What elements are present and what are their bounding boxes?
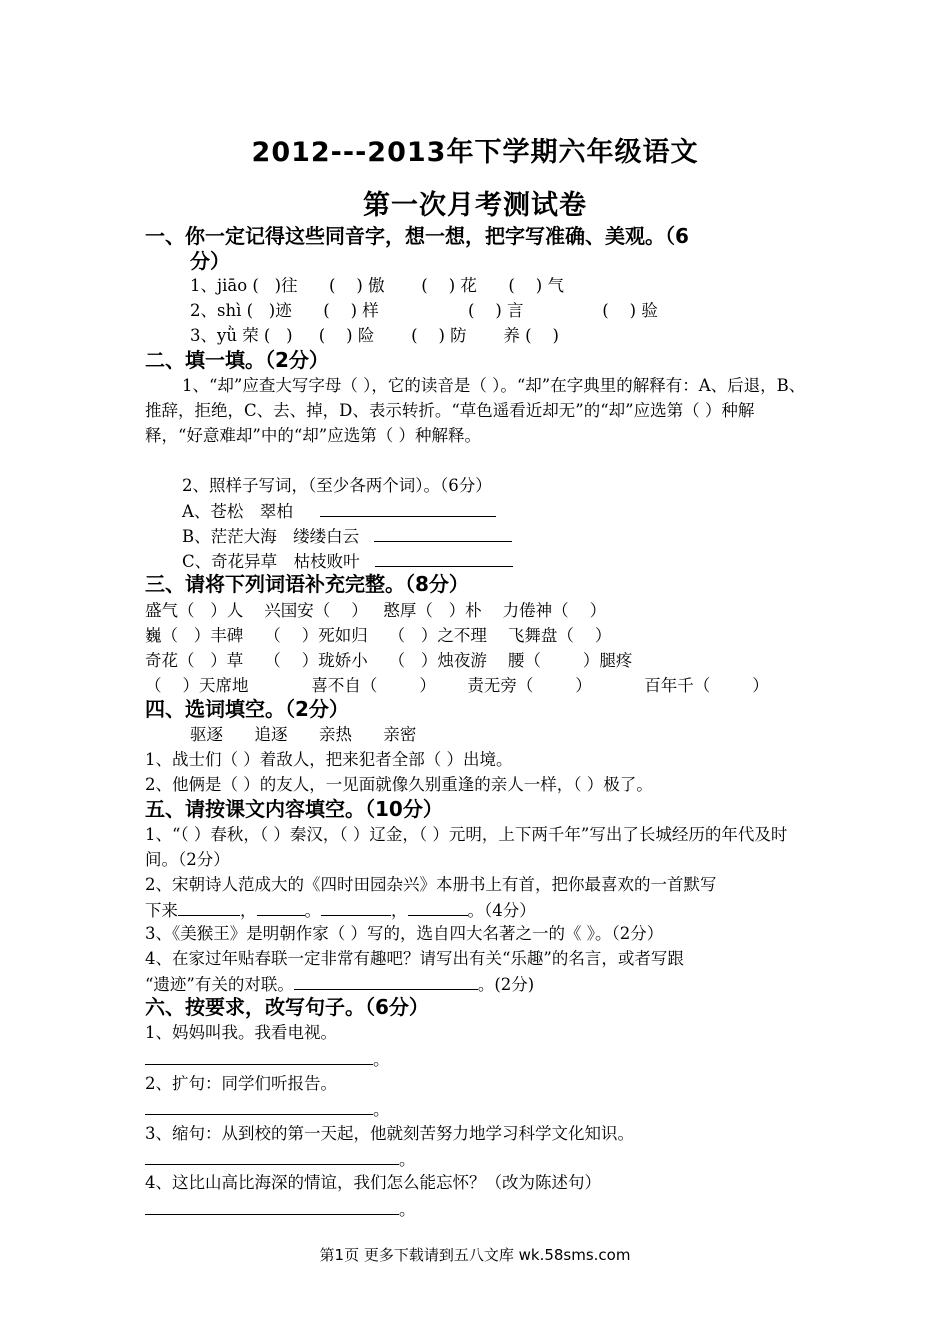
s1-row-1: 1、jiāo ( )往 ( ) 傲 ( ) 花 ( ) 气 [190, 276, 564, 295]
s4-question-1: 1、战士们（ ）着敌人，把来犯者全部（ ）出境。 [145, 750, 513, 769]
answer-blank[interactable] [321, 897, 391, 916]
s6-question-1: 1、妈妈叫我。我看电视。 [145, 1023, 337, 1042]
s6-end-1: 。 [373, 1050, 390, 1069]
answer-line[interactable] [145, 1146, 399, 1165]
s6-answer-1 [145, 1046, 390, 1072]
answer-blank[interactable] [320, 498, 496, 517]
s5-question-2-line-2 [145, 897, 536, 923]
s1-row-2: 2、shì ( )迹 ( ) 样 ( ) 言 ( ) 验 [190, 301, 658, 320]
s6-question-3: 3、缩句：从到校的第一天起，他就刻苦努力地学习科学文化知识。 [145, 1124, 634, 1143]
s6-answer-3 [145, 1146, 416, 1172]
s5-question-1: 1、“（ ）春秋，（ ）秦汉，（ ）辽金，（ ）元明，上下两千年”写出了长城经历的年代及时间。（2分） [145, 825, 788, 869]
s6-question-2: 2、扩句：同学们听报告。 [145, 1074, 337, 1093]
s5-q2-prefix: 下来 [145, 901, 178, 920]
answer-blank[interactable] [178, 897, 240, 916]
s2-question-1: 1、“却”应查大写字母（ ），它的读音是（ ）。“却”在字典里的解释有：A、后退，B、推辞，拒绝，C、去、掉，D、表示转折。“草色遥看近却无”的“却”应选第（ ）种解释，“好意难却”中的“却”应选第（ ）种解释。 [145, 376, 806, 445]
s5-q4-prefix: “遗迹”有关的对联。 [145, 975, 294, 994]
s5-question-4-line-2 [145, 971, 534, 997]
s6-end-3: 。 [399, 1150, 416, 1169]
title-line-2: 第一次月考测试卷 [363, 190, 587, 221]
s6-answer-2 [145, 1096, 390, 1122]
s6-answer-4 [145, 1196, 416, 1222]
answer-blank[interactable] [374, 523, 512, 542]
s5-q2-sep-3: ， [391, 901, 408, 920]
s3-row-3: 奇花（ ）草 （ ）珑娇小 （ ）烛夜游 腰（ ）腿疼 [145, 651, 633, 670]
section-2-heading: 二、填一填。（2分） [145, 348, 329, 372]
s5-q2-sep-1: ， [240, 901, 257, 920]
s6-question-4: 4、这比山高比海深的情谊，我们怎么能忘怀？（改为陈述句） [145, 1173, 601, 1192]
answer-line[interactable] [145, 1046, 373, 1065]
page-footer: 第1页 更多下载请到五八文库 wk.58sms.com [319, 1246, 631, 1264]
answer-blank[interactable] [408, 897, 468, 916]
s5-question-3: 3、《美猴王》是明朝作家（ ）写的，选自四大名著之一的《 》。（2分） [145, 924, 664, 943]
s5-q2-sep-2: 。 [304, 901, 321, 920]
s5-question-4-line-1: 4、在家过年贴春联一定非常有趣吧？请写出有关“乐趣”的名言，或者写跟 [145, 949, 684, 968]
s3-row-4: （ ）天席地 喜不自（ ） 责无旁（ ） 百年千（ ） [145, 676, 769, 695]
section-6-heading: 六、按要求，改写句子。（6分） [145, 995, 429, 1019]
s5-q2-end: 。（4分） [467, 901, 536, 920]
s2-item-a-label: A、苍松 翠柏 [182, 502, 293, 521]
answer-blank[interactable] [375, 548, 513, 567]
section-1-heading: 一、你一定记得这些同音字，想一想，把字写准确、美观。（6 [145, 224, 689, 248]
s2-item-b [182, 523, 512, 549]
s4-question-2: 2、他俩是（ ）的友人，一见面就像久别重逢的亲人一样，（ ）极了。 [145, 775, 653, 794]
s2-item-a [182, 498, 496, 524]
s5-q4-end: 。(2分) [477, 975, 535, 994]
s3-row-1: 盛气（ ）人 兴国安（ ） 憨厚（ ）朴 力倦神（ ） [145, 601, 607, 620]
s3-row-2: 巍（ ）丰碑 （ ）死如归 （ ）之不理 飞舞盘（ ） [145, 626, 612, 645]
s2-item-c [182, 548, 513, 574]
s2-item-c-label: C、奇花异草 枯枝败叶 [182, 552, 360, 571]
section-3-heading: 三、请将下列词语补充完整。（8分） [145, 572, 469, 596]
s5-question-2-line-1: 2、宋朝诗人范成大的《四时田园杂兴》本册书上有首，把你最喜欢的一首默写 [145, 875, 717, 894]
answer-blank[interactable] [257, 897, 305, 916]
s6-end-4: 。 [399, 1200, 416, 1219]
answer-line[interactable] [145, 1196, 399, 1215]
title-line-1: 2012---2013年下学期六年级语文 [251, 137, 699, 168]
s2-item-b-label: B、茫茫大海 缕缕白云 [182, 527, 360, 546]
section-4-heading: 四、选词填空。（2分） [145, 697, 349, 721]
answer-line[interactable] [145, 1096, 373, 1115]
section-5-heading: 五、请按课文内容填空。（10分） [145, 797, 443, 821]
s6-end-2: 。 [373, 1100, 390, 1119]
s2-question-2: 2、照样子写词，（至少各两个词）。（6分） [182, 476, 492, 495]
s1-row-3: 3、yǜ 荣 ( ) ( ) 险 ( ) 防 养 ( ) [190, 326, 559, 345]
s4-word-bank: 驱逐 追逐 亲热 亲密 [190, 725, 417, 744]
answer-blank[interactable] [294, 971, 478, 990]
section-1-heading-cont: 分） [190, 249, 230, 273]
